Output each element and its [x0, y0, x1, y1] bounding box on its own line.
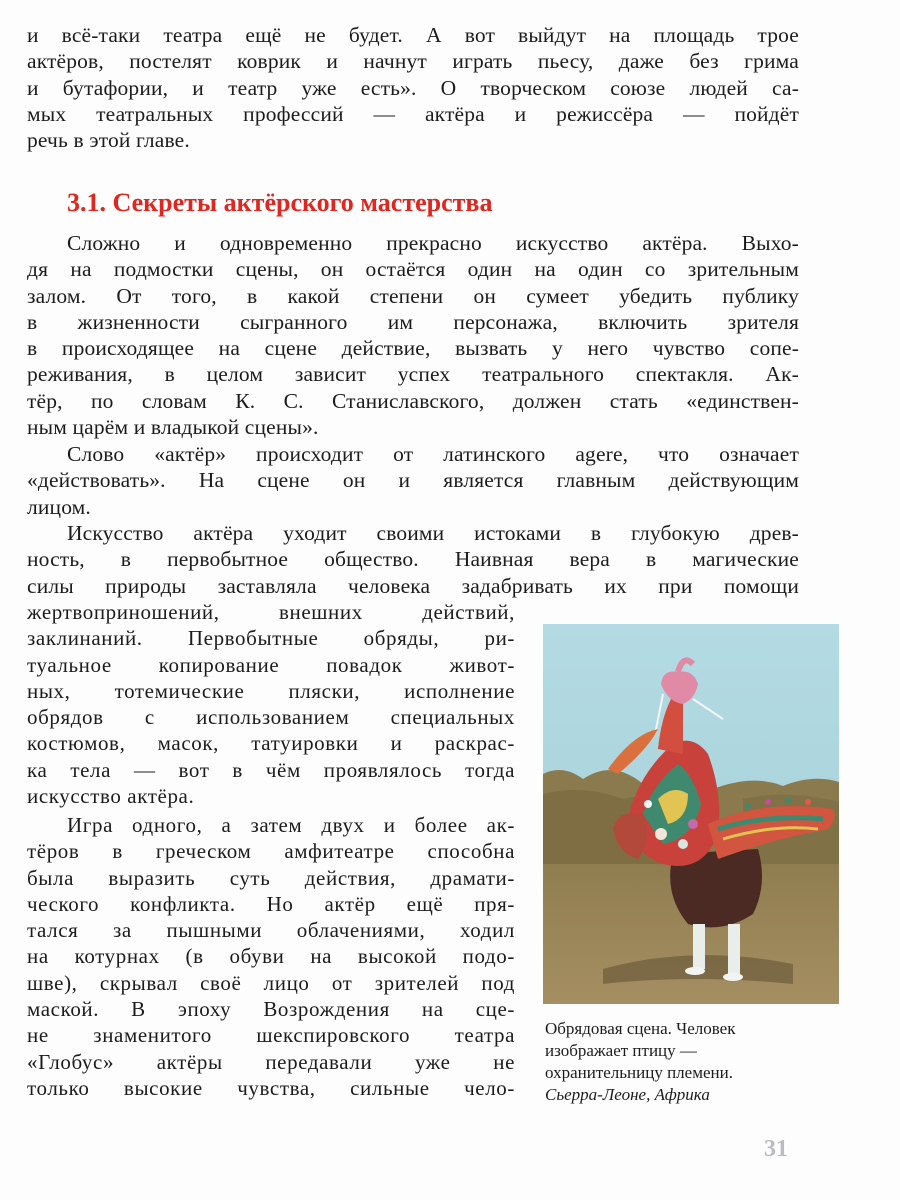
text-line: туальное копирование повадок живот- — [27, 652, 515, 677]
text-line: Игра одного, а затем двух и более ак- — [67, 813, 515, 837]
text-line: лицом. — [27, 494, 91, 519]
intro-paragraph — [27, 22, 799, 153]
text-line: тёров в греческом амфитеатре способна — [27, 839, 515, 864]
paragraph-greek-theatre — [27, 812, 515, 1101]
paragraph-origins — [27, 520, 799, 599]
text-line: тался за пышными облачениями, ходил — [27, 918, 515, 943]
caption-location: Сьерра-Леоне, Африка — [545, 1085, 710, 1104]
text-line: силы природы заставляла человека задабривать их при помощи — [27, 573, 799, 598]
text-line: и всё-таки театра ещё не будет. А вот выйдут на площадь трое — [27, 23, 799, 47]
text-line: реживания, в целом зависит успех театрального спектакля. Ак- — [27, 362, 799, 387]
text-line: не знаменитого шекспировского театра — [27, 1023, 515, 1048]
page-number: 31 — [764, 1136, 788, 1162]
text-line: и бутафории, и театр уже есть». О творческом союзе людей са- — [27, 75, 799, 100]
text-line: ческого конфликта. Но актёр ещё пря- — [27, 891, 515, 916]
text-line: в жизненности сыгранного им персонажа, включить зрителя — [27, 309, 799, 334]
text-line: Сложно и одновременно прекрасно искусство актёра. Выхо- — [67, 231, 799, 255]
text-line: была выразить суть действия, драмати- — [27, 865, 515, 890]
text-line: костюмов, масок, татуировки и раскрас- — [27, 731, 515, 756]
text-line: ных, тотемические пляски, исполнение — [27, 678, 515, 703]
paragraph-word-origin — [27, 441, 799, 520]
text-line: ным царём и владыкой сцены». — [27, 415, 319, 440]
text-line: заклинаний. Первобытные обряды, ри- — [27, 626, 515, 651]
ritual-photo — [543, 624, 839, 1004]
text-line: обрядов с использованием специальных — [27, 705, 515, 730]
paragraph-acting-art — [27, 230, 799, 440]
text-line: актёров, постелят коврик и начнут играть пьесу, даже без грима — [27, 49, 799, 74]
text-line: ка тела — вот в чём проявлялось тогда — [27, 757, 515, 782]
text-line: дя на подмостки сцены, он остаётся один на один со зрительным — [27, 257, 799, 282]
text-line: шве), скрывал своё лицо от зрителей под — [27, 970, 515, 995]
caption-line: изображает птицу — — [545, 1041, 697, 1060]
text-line: речь в этой главе. — [27, 128, 190, 153]
text-line: в происходящее на сцене действие, вызвать у него чувство сопе- — [27, 336, 799, 361]
ritual-bird-costume-image — [543, 624, 839, 1004]
figure-caption — [545, 1018, 835, 1106]
caption-line: охранительницу племени. — [545, 1063, 733, 1082]
text-line: маской. В эпоху Возрождения на сце- — [27, 997, 515, 1022]
section-heading: 3.1. Секреты актёрского мастерства — [67, 188, 493, 217]
text-line: залом. От того, в какой степени он сумеет убедить публику — [27, 283, 799, 308]
paragraph-origins-continued — [27, 599, 515, 809]
text-line: искусство актёра. — [27, 784, 195, 809]
text-line: жертвоприношений, внешних действий, — [27, 600, 515, 624]
text-line: на котурнах (в обуви на высокой подо- — [27, 944, 515, 969]
text-line: Слово «актёр» происходит от латинского agere, что означает — [67, 442, 799, 466]
text-line: только высокие чувства, сильные чело- — [27, 1075, 515, 1100]
text-line: «действовать». На сцене он и является главным действующим — [27, 468, 799, 493]
text-line: Искусство актёра уходит своими истоками в глубокую древ- — [67, 521, 799, 545]
text-line: тёр, по словам К. С. Станиславского, должен стать «единствен- — [27, 388, 799, 413]
caption-line: Обрядовая сцена. Человек — [545, 1019, 736, 1038]
text-line: «Глобус» актёры передавали уже не — [27, 1049, 515, 1074]
text-line: ность, в первобытное общество. Наивная вера в магические — [27, 547, 799, 572]
text-line: мых театральных профессий — актёра и режиссёра — пойдёт — [27, 101, 799, 126]
